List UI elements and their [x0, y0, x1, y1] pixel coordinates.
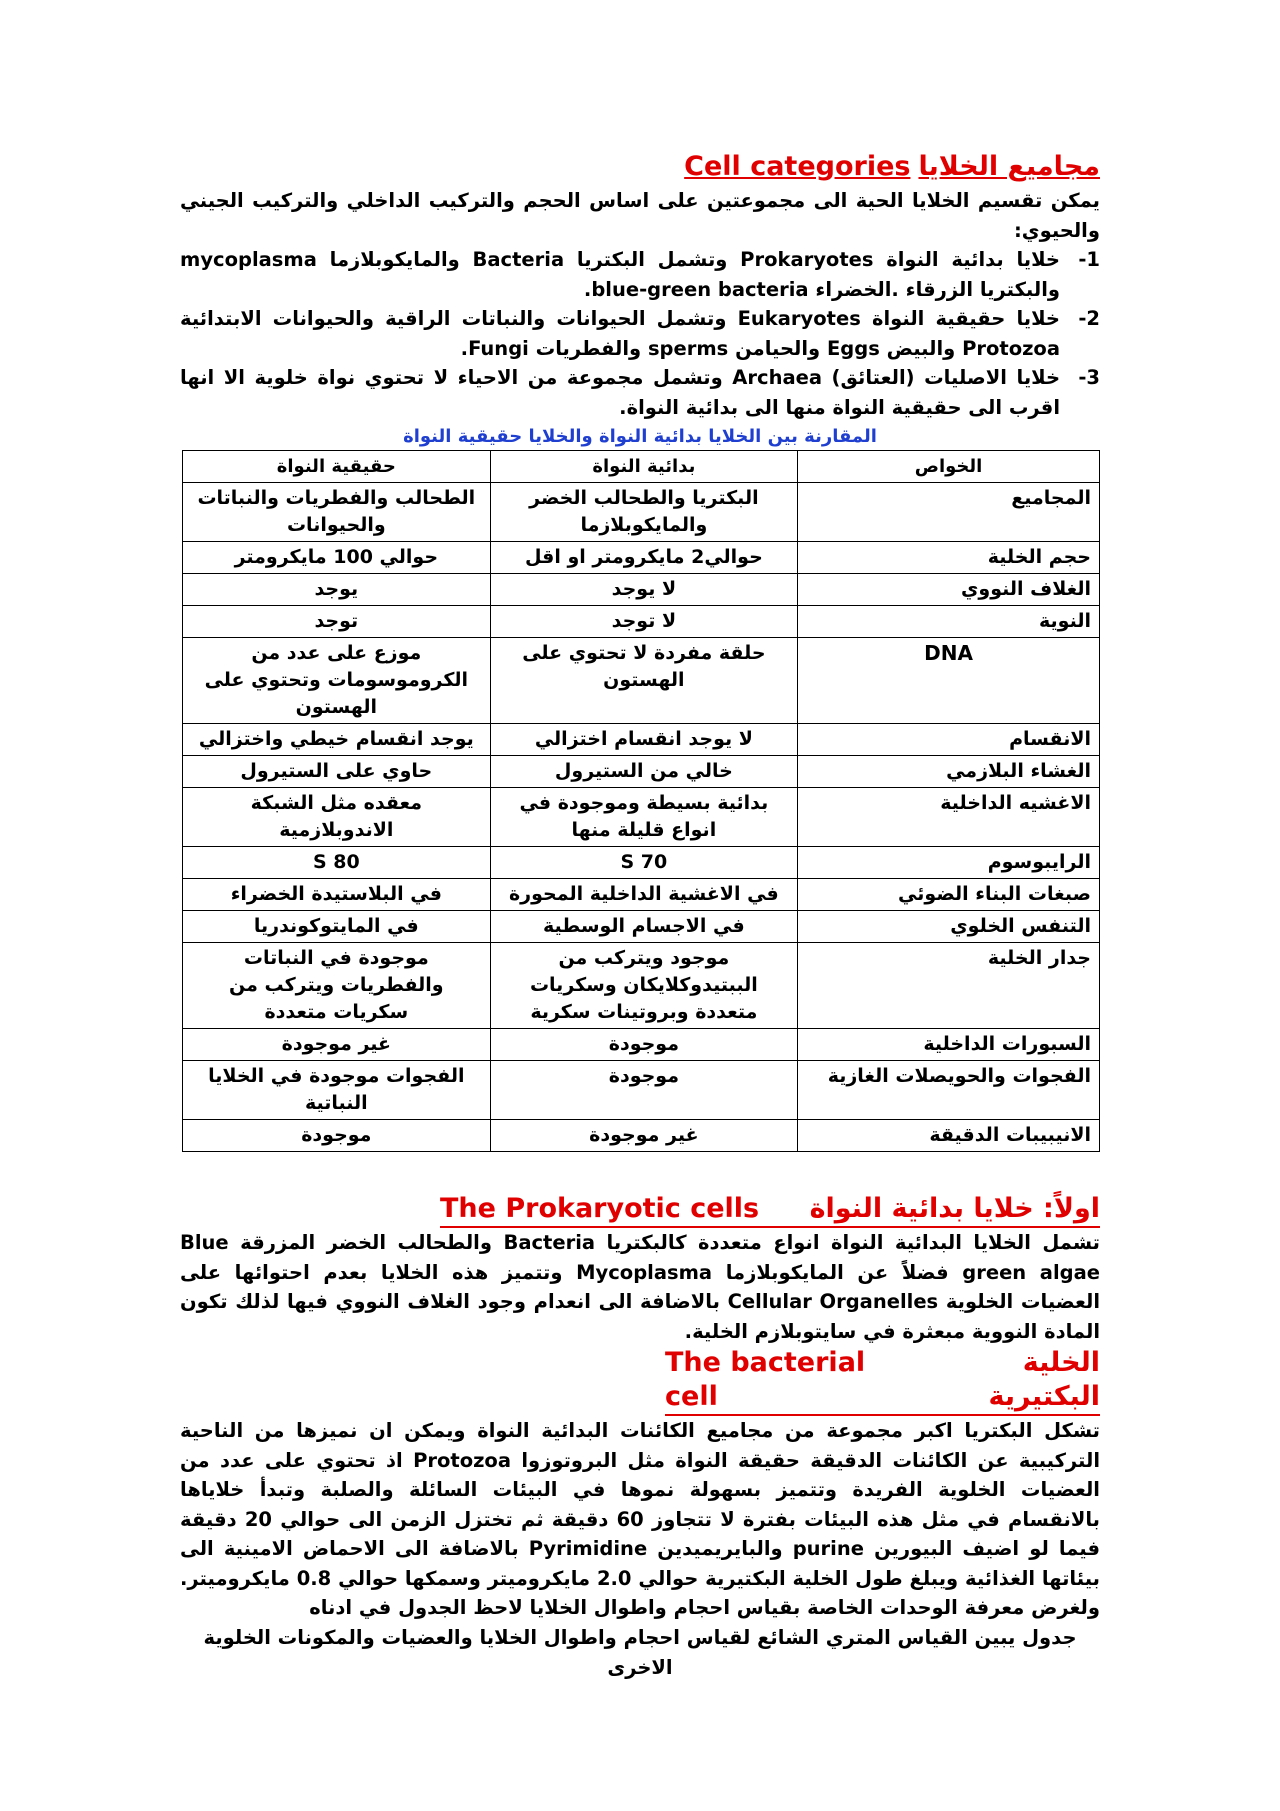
- section2-heading-english: The bacterial cell: [665, 1347, 866, 1412]
- cell-prokaryote: في الاجسام الوسطية: [490, 911, 797, 943]
- cell-prokaryote: غير موجودة: [490, 1120, 797, 1152]
- section1-heading-arabic: اولاً: خلايا بدائية النواة: [809, 1193, 1100, 1224]
- cell-eukaryote: حوالي 100 مايكرومتر: [183, 542, 491, 574]
- cell-property: الانيبيبات الدقيقة: [798, 1120, 1100, 1152]
- table-row: [183, 756, 1100, 788]
- header-prokaryote: بدائية النواة: [490, 451, 797, 483]
- cell-prokaryote: بدائية بسيطة وموجودة في انواع قليلة منها: [490, 788, 797, 847]
- table-row: [183, 879, 1100, 911]
- cell-eukaryote: 80 S: [183, 847, 491, 879]
- category-list: [180, 245, 1100, 422]
- cell-eukaryote: يوجد: [183, 574, 491, 606]
- cell-prokaryote: موجودة: [490, 1061, 797, 1120]
- cell-property: الاغشيه الداخلية: [798, 788, 1100, 847]
- main-heading-english: Cell categories: [684, 151, 911, 182]
- cell-prokaryote: حلقة مفردة لا تحتوي على الهستون: [490, 638, 797, 724]
- table-header-row: [183, 451, 1100, 483]
- cell-prokaryote: البكتريا والطحالب الخضر والمايكوبلازما: [490, 483, 797, 542]
- cell-property: المجاميع: [798, 483, 1100, 542]
- cell-prokaryote: خالي من الستيرول: [490, 756, 797, 788]
- list-item: [180, 245, 1100, 304]
- list-item-text: خلايا الاصليات (العتائق) Archaea وتشمل مجموعة من الاحياء لا تحتوي نواة خلوية الا انها اقرب الى حقيقية النواة منها الى بدائية النواة.: [180, 366, 1061, 419]
- table-row: [183, 1120, 1100, 1152]
- section2-heading-arabic: الخلية البكتيرية: [988, 1347, 1100, 1412]
- cell-prokaryote: لا يوجد: [490, 574, 797, 606]
- table-row: [183, 483, 1100, 542]
- main-heading: [180, 150, 1100, 184]
- cell-prokaryote: في الاغشية الداخلية المحورة: [490, 879, 797, 911]
- table-row: [183, 1061, 1100, 1120]
- cell-eukaryote: حاوي على الستيرول: [183, 756, 491, 788]
- table-row: [183, 542, 1100, 574]
- list-item: [180, 304, 1100, 363]
- cell-prokaryote: لا يوجد انقسام اختزالي: [490, 724, 797, 756]
- intro-paragraph: يمكن تقسيم الخلايا الحية الى مجموعتين على اساس الحجم والتركيب الداخلي والتركيب الجيني والحيوي:: [180, 189, 1100, 242]
- list-item-text: خلايا بدائية النواة Prokaryotes وتشمل البكتريا Bacteria والمايكوبلازما mycoplasma والبكتريا الزرقاء .الخضراء blue-green bacteria.: [180, 248, 1060, 301]
- cell-eukaryote: معقده مثل الشبكة الاندوبلازمية: [183, 788, 491, 847]
- list-item: [180, 363, 1100, 422]
- cell-property: الانقسام: [798, 724, 1100, 756]
- cell-prokaryote: موجود ويتركب من الببتيدوكلايكان وسكريات متعددة وبروتينات سكرية: [490, 943, 797, 1029]
- table-row: [183, 606, 1100, 638]
- cell-eukaryote: في المايتوكوندريا: [183, 911, 491, 943]
- cell-prokaryote: 70 S: [490, 847, 797, 879]
- cell-property: النوية: [798, 606, 1100, 638]
- table-row: [183, 943, 1100, 1029]
- table-row: [183, 574, 1100, 606]
- cell-property: صبغات البناء الضوئي: [798, 879, 1100, 911]
- section1-paragraph: تشمل الخلايا البدائية النواة انواع متعددة كالبكتريا Bacteria والطحالب الخضر المزرقة Blue green algae فضلاً عن المايكوبلازما Mycoplasma وتتميز هذه الخلايا بعدم احتوائها على العضيات الخلوية Cellular Organelles بالاضافة الى انعدام وجود الغلاف النووي فيها لذلك تكون المادة النووية مبعثرة في سايتوبلازم الخلية.: [180, 1231, 1101, 1343]
- table-row: [183, 911, 1100, 943]
- cell-property: الفجوات والحويصلات الغازية: [798, 1061, 1100, 1120]
- table-row: [183, 788, 1100, 847]
- list-item-text: خلايا حقيقية النواة Eukaryotes وتشمل الحيوانات والنباتات الراقية والحيوانات الابتدائية Protozoa والبيض Eggs والحيامن sperms والفطريات Fungi.: [180, 307, 1060, 360]
- header-property: الخواص: [798, 451, 1100, 483]
- main-heading-arabic: مجاميع الخلايا: [918, 151, 1100, 182]
- cell-property: الغلاف النووي: [798, 574, 1100, 606]
- cell-eukaryote: توجد: [183, 606, 491, 638]
- cell-prokaryote: حوالي2 مايكرومتر او اقل: [490, 542, 797, 574]
- cell-eukaryote: في البلاستيدة الخضراء: [183, 879, 491, 911]
- table-row: [183, 847, 1100, 879]
- header-eukaryote: حقيقية النواة: [183, 451, 491, 483]
- comparison-table: [182, 450, 1100, 1152]
- table-row: [183, 638, 1100, 724]
- cell-eukaryote: موجودة: [183, 1120, 491, 1152]
- cell-prokaryote: موجودة: [490, 1029, 797, 1061]
- cell-prokaryote: لا توجد: [490, 606, 797, 638]
- section2-paragraph: تشكل البكتريا اكبر مجموعة من مجاميع الكائنات البدائية النواة ويمكن ان نميزها من الناحية التركيبية عن الكائنات الدقيقة حقيقة النواة مثل البروتوزوا Protozoa اذ تحتوي على عدد من العضيات الخلوية الفريدة وتتميز بسهولة نموها في البيئات السائلة والصلبة وتبدأ خلاياها بالانقسام في مثل هذه البيئات بفترة لا تتجاوز 60 دقيقة ثم تختزل الزمن الى حوالي 20 دقيقة فيما لو اضيف البيورين purine والبايريميدين Pyrimidine بالاضافة الى الاحماض الامينية الى بيئاتها الغذائية ويبلغ طول الخلية البكتيرية حوالي 2.0 مايكروميتر وسمكها حوالي 0.8 مايكروميتر. ولغرض معرفة الوحدات الخاصة بقياس احجام واطوال الخلايا لاحظ الجدول في ادناه: [180, 1419, 1101, 1619]
- comparison-title: المقارنة بين الخلايا بدائية النواة والخلايا حقيقية النواة: [403, 426, 877, 447]
- section1-heading-english: The Prokaryotic cells: [440, 1193, 760, 1224]
- table-row: [183, 1029, 1100, 1061]
- list-item-number: -3: [1078, 366, 1100, 389]
- cell-eukaryote: يوجد انقسام خيطي واختزالي: [183, 724, 491, 756]
- list-item-number: -1: [1078, 248, 1100, 271]
- cell-property: جدار الخلية: [798, 943, 1100, 1029]
- list-item-number: -2: [1078, 307, 1100, 330]
- section2-heading: [665, 1346, 1100, 1416]
- cell-property: الرايبوسوم: [798, 847, 1100, 879]
- cell-eukaryote: غير موجودة: [183, 1029, 491, 1061]
- section1-heading: [440, 1192, 1100, 1228]
- cell-property: السبورات الداخلية: [798, 1029, 1100, 1061]
- cell-property: الغشاء البلازمي: [798, 756, 1100, 788]
- cell-eukaryote: الطحالب والفطريات والنباتات والحيوانات: [183, 483, 491, 542]
- cell-property: DNA: [798, 638, 1100, 724]
- cell-property: التنفس الخلوي: [798, 911, 1100, 943]
- cell-eukaryote: موزع على عدد من الكروموسومات وتحتوي على الهستون: [183, 638, 491, 724]
- cell-eukaryote: الفجوات موجودة في الخلايا النباتية: [183, 1061, 491, 1120]
- cell-property: حجم الخلية: [798, 542, 1100, 574]
- table-caption: جدول يبين القياس المتري الشائع لقياس احجام واطوال الخلايا والعضيات والمكونات الخلوية الاخرى: [203, 1625, 1077, 1679]
- cell-eukaryote: موجودة في النباتات والفطريات ويتركب من سكريات متعددة: [183, 943, 491, 1029]
- table-row: [183, 724, 1100, 756]
- document-page: [180, 150, 1100, 1683]
